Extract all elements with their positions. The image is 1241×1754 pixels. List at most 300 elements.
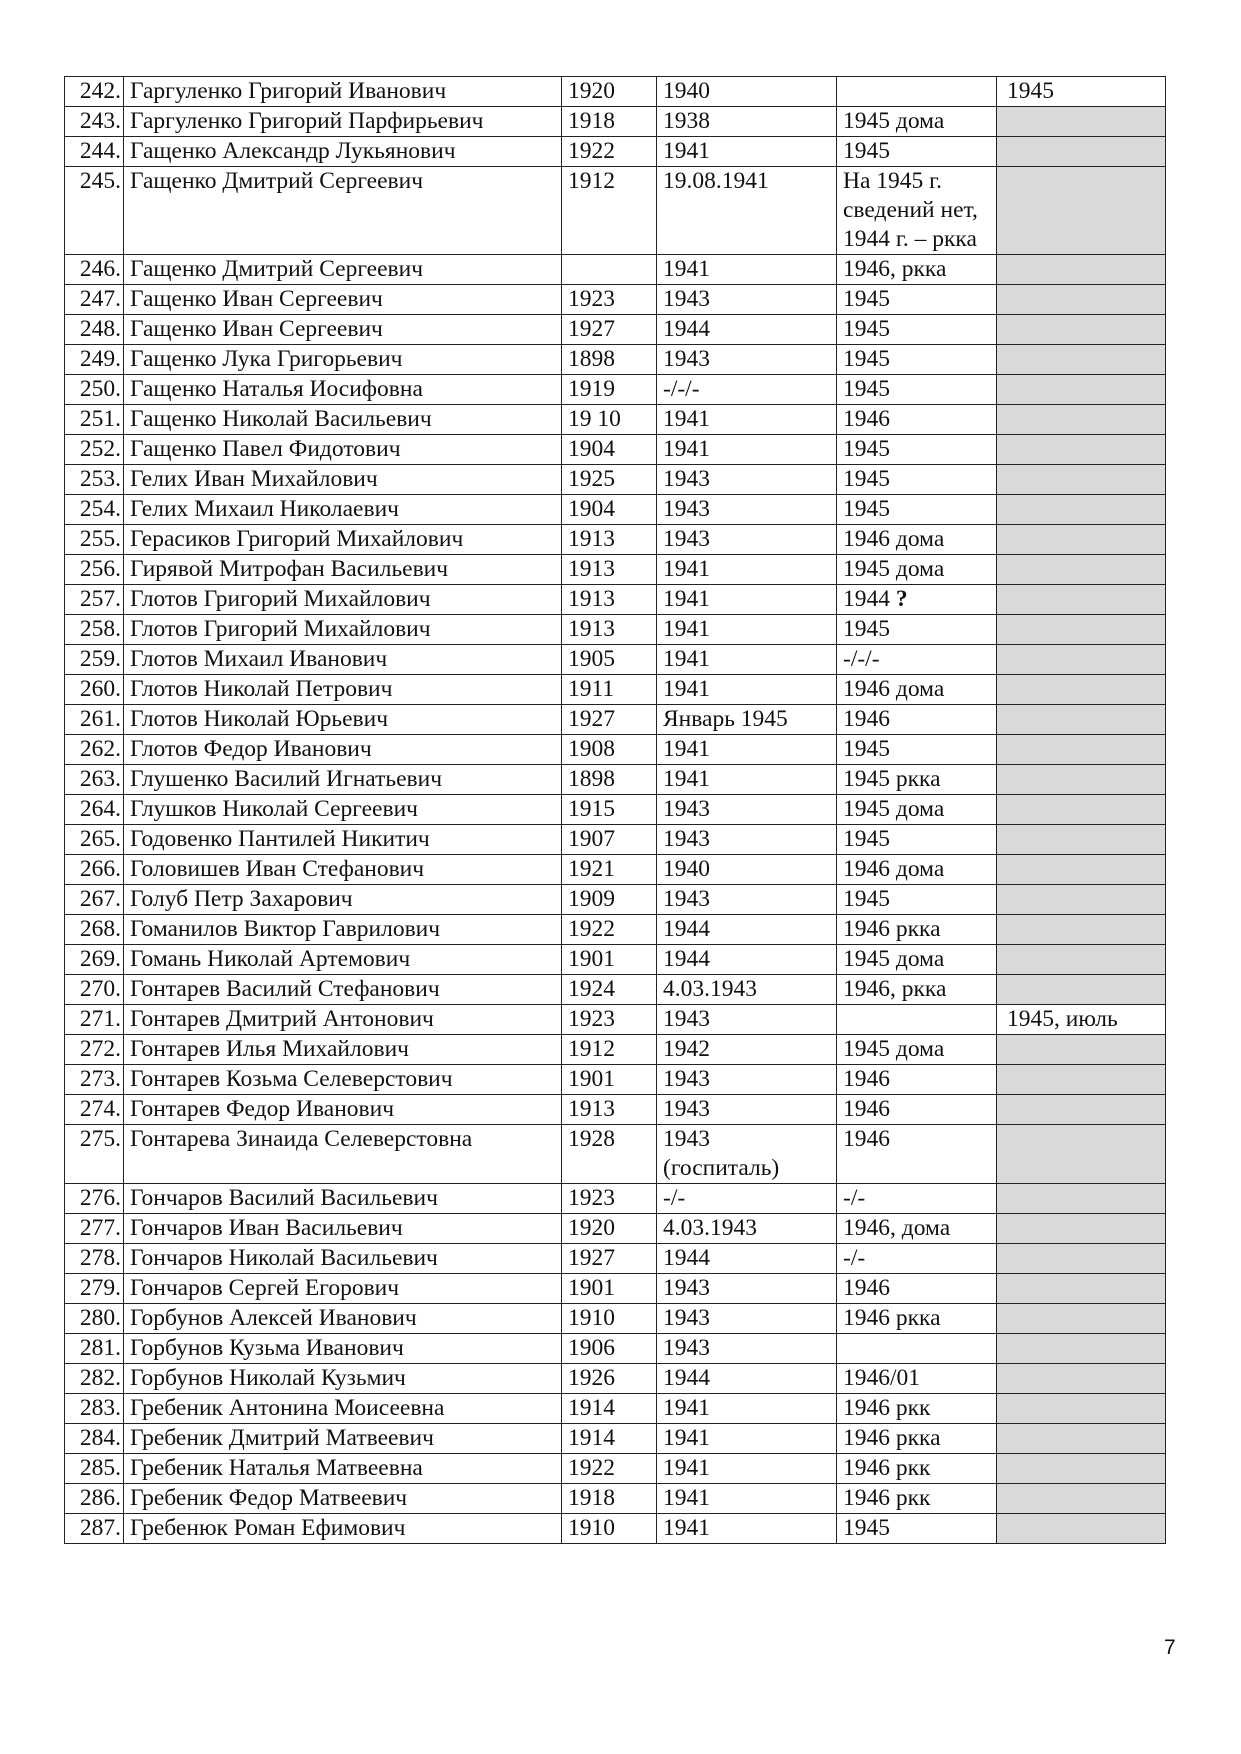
call-up-cell: 1943 (госпиталь) xyxy=(657,1125,837,1184)
row-number-cell: 267. xyxy=(65,885,124,915)
note-cell xyxy=(997,1334,1166,1364)
name-cell: Гонтарев Василий Стефанович xyxy=(124,975,562,1005)
status-cell: 1945 дома xyxy=(837,107,997,137)
name-cell: Гончаров Сергей Егорович xyxy=(124,1274,562,1304)
table-row xyxy=(65,555,1166,585)
status-cell: -/- xyxy=(837,1244,997,1274)
table-row xyxy=(65,345,1166,375)
status-cell: 1946 дома xyxy=(837,525,997,555)
status-cell: 1946 ркка xyxy=(837,1424,997,1454)
table-row xyxy=(65,525,1166,555)
row-number-cell: 264. xyxy=(65,795,124,825)
table-row xyxy=(65,765,1166,795)
name-cell: Глотов Григорий Михайлович xyxy=(124,615,562,645)
call-up-cell: 1941 xyxy=(657,765,837,795)
table-row xyxy=(65,825,1166,855)
note-cell xyxy=(997,1484,1166,1514)
note-cell xyxy=(997,915,1166,945)
status-cell: 1945 дома xyxy=(837,945,997,975)
name-cell: Гаргуленко Григорий Иванович xyxy=(124,77,562,107)
row-number-cell: 257. xyxy=(65,585,124,615)
name-cell: Гащенко Николай Васильевич xyxy=(124,405,562,435)
name-cell: Гонтарев Федор Иванович xyxy=(124,1095,562,1125)
birth-year-cell: 1904 xyxy=(562,495,657,525)
row-number-cell: 265. xyxy=(65,825,124,855)
row-number-cell: 283. xyxy=(65,1394,124,1424)
note-cell xyxy=(997,315,1166,345)
note-cell xyxy=(997,1035,1166,1065)
row-number-cell: 249. xyxy=(65,345,124,375)
name-cell: Гонтарев Козьма Селеверстович xyxy=(124,1065,562,1095)
birth-year-cell: 1918 xyxy=(562,107,657,137)
name-cell: Глотов Григорий Михайлович xyxy=(124,585,562,615)
birth-year-cell: 1920 xyxy=(562,1214,657,1244)
birth-year-cell: 1922 xyxy=(562,137,657,167)
note-cell xyxy=(997,255,1166,285)
name-cell: Гомань Николай Артемович xyxy=(124,945,562,975)
status-cell: 1945 xyxy=(837,285,997,315)
call-up-cell: 1943 xyxy=(657,495,837,525)
row-number-cell: 250. xyxy=(65,375,124,405)
note-cell xyxy=(997,855,1166,885)
note-cell xyxy=(997,1184,1166,1214)
call-up-cell: 1944 xyxy=(657,1244,837,1274)
call-up-cell: 1941 xyxy=(657,435,837,465)
table-row xyxy=(65,137,1166,167)
call-up-cell: 1941 xyxy=(657,1394,837,1424)
row-number-cell: 263. xyxy=(65,765,124,795)
note-cell xyxy=(997,465,1166,495)
call-up-cell: 1941 xyxy=(657,645,837,675)
name-cell: Гелих Михаил Николаевич xyxy=(124,495,562,525)
status-cell: 1946 ркк xyxy=(837,1454,997,1484)
table-row xyxy=(65,585,1166,615)
call-up-cell: 1943 xyxy=(657,1304,837,1334)
name-cell: Гащенко Дмитрий Сергеевич xyxy=(124,167,562,255)
table-row xyxy=(65,705,1166,735)
note-cell xyxy=(997,1424,1166,1454)
birth-year-cell: 1915 xyxy=(562,795,657,825)
query-mark: ? xyxy=(895,586,908,612)
name-cell: Гоманилов Виктор Гаврилович xyxy=(124,915,562,945)
call-up-cell: 1940 xyxy=(657,77,837,107)
table-row xyxy=(65,77,1166,107)
status-cell: 1945 xyxy=(837,375,997,405)
call-up-cell: 1941 xyxy=(657,405,837,435)
name-cell: Глотов Николай Петрович xyxy=(124,675,562,705)
note-cell xyxy=(997,167,1166,255)
note-cell xyxy=(997,285,1166,315)
row-number-cell: 268. xyxy=(65,915,124,945)
row-number-cell: 242. xyxy=(65,77,124,107)
status-cell: 1945 xyxy=(837,345,997,375)
status-cell xyxy=(837,1005,997,1035)
name-cell: Горбунов Кузьма Иванович xyxy=(124,1334,562,1364)
status-cell: 1946 ркка xyxy=(837,1304,997,1334)
name-cell: Гонтарев Дмитрий Антонович xyxy=(124,1005,562,1035)
row-number-cell: 243. xyxy=(65,107,124,137)
table-row xyxy=(65,1125,1166,1184)
table-row xyxy=(65,1484,1166,1514)
table-row xyxy=(65,615,1166,645)
note-cell xyxy=(997,645,1166,675)
call-up-cell: 1940 xyxy=(657,855,837,885)
note-cell xyxy=(997,1214,1166,1244)
table-row xyxy=(65,1244,1166,1274)
note-cell xyxy=(997,1065,1166,1095)
status-cell: 1946 xyxy=(837,1095,997,1125)
note-cell xyxy=(997,495,1166,525)
status-cell: 1945 дома xyxy=(837,555,997,585)
status-cell: 1945 xyxy=(837,825,997,855)
status-cell: 1946 дома xyxy=(837,855,997,885)
call-up-cell: 1938 xyxy=(657,107,837,137)
birth-year-cell: 1912 xyxy=(562,1035,657,1065)
birth-year-cell: 1913 xyxy=(562,555,657,585)
name-cell: Гребенюк Роман Ефимович xyxy=(124,1514,562,1544)
status-cell: 1946 дома xyxy=(837,675,997,705)
note-cell xyxy=(997,1125,1166,1184)
birth-year-cell: 1926 xyxy=(562,1364,657,1394)
status-cell: 1946, дома xyxy=(837,1214,997,1244)
table-row xyxy=(65,975,1166,1005)
call-up-cell: 1943 xyxy=(657,345,837,375)
row-number-cell: 256. xyxy=(65,555,124,585)
note-cell xyxy=(997,1454,1166,1484)
row-number-cell: 244. xyxy=(65,137,124,167)
call-up-cell: 1941 xyxy=(657,255,837,285)
note-cell xyxy=(997,765,1166,795)
table-row xyxy=(65,375,1166,405)
row-number-cell: 254. xyxy=(65,495,124,525)
name-cell: Гребеник Антонина Моисеевна xyxy=(124,1394,562,1424)
name-cell: Гребеник Федор Матвеевич xyxy=(124,1484,562,1514)
birth-year-cell: 1913 xyxy=(562,525,657,555)
table-row xyxy=(65,1274,1166,1304)
name-cell: Гащенко Иван Сергеевич xyxy=(124,285,562,315)
name-cell: Гаргуленко Григорий Парфирьевич xyxy=(124,107,562,137)
note-cell xyxy=(997,585,1166,615)
row-number-cell: 269. xyxy=(65,945,124,975)
table-row xyxy=(65,285,1166,315)
name-cell: Годовенко Пантилей Никитич xyxy=(124,825,562,855)
status-cell: 1946, ркка xyxy=(837,255,997,285)
birth-year-cell: 1910 xyxy=(562,1304,657,1334)
status-cell: 1946/01 xyxy=(837,1364,997,1394)
note-cell xyxy=(997,1514,1166,1544)
birth-year-cell: 1923 xyxy=(562,285,657,315)
birth-year-cell: 1907 xyxy=(562,825,657,855)
birth-year-cell: 1927 xyxy=(562,315,657,345)
row-number-cell: 261. xyxy=(65,705,124,735)
row-number-cell: 273. xyxy=(65,1065,124,1095)
note-cell xyxy=(997,525,1166,555)
birth-year-cell: 1928 xyxy=(562,1125,657,1184)
table-row xyxy=(65,107,1166,137)
birth-year-cell: 1923 xyxy=(562,1005,657,1035)
name-cell: Глушенко Василий Игнатьевич xyxy=(124,765,562,795)
note-cell xyxy=(997,675,1166,705)
call-up-cell: 1943 xyxy=(657,285,837,315)
birth-year-cell: 19 10 xyxy=(562,405,657,435)
status-cell: 1945 xyxy=(837,315,997,345)
birth-year-cell: 1919 xyxy=(562,375,657,405)
call-up-cell: 1944 xyxy=(657,1364,837,1394)
status-cell: 1946 xyxy=(837,705,997,735)
status-cell: 1945 xyxy=(837,435,997,465)
status-cell: -/- xyxy=(837,1184,997,1214)
birth-year-cell: 1927 xyxy=(562,705,657,735)
records-table-body xyxy=(65,77,1166,1544)
note-cell xyxy=(997,885,1166,915)
status-cell xyxy=(837,1334,997,1364)
note-cell xyxy=(997,735,1166,765)
birth-year-cell: 1924 xyxy=(562,975,657,1005)
table-row xyxy=(65,735,1166,765)
status-cell: 1945 дома xyxy=(837,795,997,825)
birth-year-cell xyxy=(562,255,657,285)
row-number-cell: 285. xyxy=(65,1454,124,1484)
status-cell: 1946 xyxy=(837,1125,997,1184)
page-number: 7 xyxy=(1164,1636,1176,1659)
row-number-cell: 284. xyxy=(65,1424,124,1454)
row-number-cell: 246. xyxy=(65,255,124,285)
name-cell: Гончаров Иван Васильевич xyxy=(124,1214,562,1244)
birth-year-cell: 1906 xyxy=(562,1334,657,1364)
birth-year-cell: 1922 xyxy=(562,1454,657,1484)
name-cell: Головишев Иван Стефанович xyxy=(124,855,562,885)
birth-year-cell: 1925 xyxy=(562,465,657,495)
table-row xyxy=(65,495,1166,525)
note-cell xyxy=(997,795,1166,825)
note-cell xyxy=(997,615,1166,645)
name-cell: Гирявой Митрофан Васильевич xyxy=(124,555,562,585)
status-text: 1944 xyxy=(843,586,890,612)
name-cell: Гащенко Наталья Иосифовна xyxy=(124,375,562,405)
call-up-cell: 1943 xyxy=(657,1005,837,1035)
birth-year-cell: 1914 xyxy=(562,1394,657,1424)
call-up-cell: 1943 xyxy=(657,825,837,855)
name-cell: Глотов Николай Юрьевич xyxy=(124,705,562,735)
call-up-cell: 19.08.1941 xyxy=(657,167,837,255)
row-number-cell: 251. xyxy=(65,405,124,435)
birth-year-cell: 1909 xyxy=(562,885,657,915)
call-up-cell: 1941 xyxy=(657,585,837,615)
table-row xyxy=(65,315,1166,345)
birth-year-cell: 1923 xyxy=(562,1184,657,1214)
row-number-cell: 282. xyxy=(65,1364,124,1394)
table-row xyxy=(65,167,1166,255)
row-number-cell: 286. xyxy=(65,1484,124,1514)
name-cell: Глушков Николай Сергеевич xyxy=(124,795,562,825)
table-row xyxy=(65,1005,1166,1035)
row-number-cell: 248. xyxy=(65,315,124,345)
note-cell xyxy=(997,405,1166,435)
call-up-cell: 1943 xyxy=(657,1274,837,1304)
table-row xyxy=(65,1424,1166,1454)
name-cell: Гребеник Наталья Матвеевна xyxy=(124,1454,562,1484)
row-number-cell: 259. xyxy=(65,645,124,675)
call-up-cell: 1943 xyxy=(657,525,837,555)
status-cell: 1946, ркка xyxy=(837,975,997,1005)
birth-year-cell: 1918 xyxy=(562,1484,657,1514)
table-row xyxy=(65,915,1166,945)
row-number-cell: 255. xyxy=(65,525,124,555)
note-cell xyxy=(997,1244,1166,1274)
table-row xyxy=(65,1514,1166,1544)
note-cell xyxy=(997,945,1166,975)
note-cell: 1945, июль xyxy=(997,1005,1166,1035)
table-row xyxy=(65,1394,1166,1424)
name-cell: Глотов Михаил Иванович xyxy=(124,645,562,675)
table-row xyxy=(65,645,1166,675)
table-row xyxy=(65,945,1166,975)
call-up-cell: 1941 xyxy=(657,555,837,585)
note-cell xyxy=(997,705,1166,735)
note-cell xyxy=(997,1394,1166,1424)
table-row xyxy=(65,1095,1166,1125)
name-cell: Горбунов Алексей Иванович xyxy=(124,1304,562,1334)
call-up-cell: 1941 xyxy=(657,675,837,705)
call-up-cell: 1941 xyxy=(657,615,837,645)
name-cell: Гащенко Дмитрий Сергеевич xyxy=(124,255,562,285)
birth-year-cell: 1905 xyxy=(562,645,657,675)
birth-year-cell: 1927 xyxy=(562,1244,657,1274)
name-cell: Гонтарева Зинаида Селеверстовна xyxy=(124,1125,562,1184)
table-row xyxy=(65,675,1166,705)
birth-year-cell: 1912 xyxy=(562,167,657,255)
status-cell: 1946 xyxy=(837,405,997,435)
name-cell: Гонтарев Илья Михайлович xyxy=(124,1035,562,1065)
call-up-cell: -/- xyxy=(657,1184,837,1214)
table-row xyxy=(65,1304,1166,1334)
note-cell xyxy=(997,137,1166,167)
call-up-cell: 1943 xyxy=(657,795,837,825)
table-row xyxy=(65,1454,1166,1484)
row-number-cell: 287. xyxy=(65,1514,124,1544)
status-cell: 1945 дома xyxy=(837,1035,997,1065)
call-up-cell: 1943 xyxy=(657,885,837,915)
name-cell: Гащенко Лука Григорьевич xyxy=(124,345,562,375)
status-cell: 1945 xyxy=(837,885,997,915)
call-up-cell: 1941 xyxy=(657,1484,837,1514)
row-number-cell: 274. xyxy=(65,1095,124,1125)
note-cell xyxy=(997,975,1166,1005)
call-up-cell: 1944 xyxy=(657,915,837,945)
note-cell xyxy=(997,825,1166,855)
row-number-cell: 280. xyxy=(65,1304,124,1334)
birth-year-cell: 1908 xyxy=(562,735,657,765)
row-number-cell: 271. xyxy=(65,1005,124,1035)
status-cell: 1946 ркк xyxy=(837,1394,997,1424)
table-row xyxy=(65,405,1166,435)
call-up-cell: 1943 xyxy=(657,1095,837,1125)
table-row xyxy=(65,1065,1166,1095)
status-cell xyxy=(837,585,997,615)
row-number-cell: 275. xyxy=(65,1125,124,1184)
birth-year-cell: 1898 xyxy=(562,765,657,795)
call-up-cell: 1941 xyxy=(657,1514,837,1544)
call-up-cell: 1944 xyxy=(657,945,837,975)
table-row xyxy=(65,855,1166,885)
name-cell: Гащенко Павел Фидотович xyxy=(124,435,562,465)
call-up-cell: 4.03.1943 xyxy=(657,1214,837,1244)
name-cell: Голуб Петр Захарович xyxy=(124,885,562,915)
status-cell: 1945 xyxy=(837,465,997,495)
name-cell: Гончаров Василий Васильевич xyxy=(124,1184,562,1214)
row-number-cell: 262. xyxy=(65,735,124,765)
records-table-wrapper xyxy=(64,76,1166,1544)
note-cell xyxy=(997,435,1166,465)
birth-year-cell: 1901 xyxy=(562,945,657,975)
status-cell: 1946 xyxy=(837,1274,997,1304)
name-cell: Гащенко Иван Сергеевич xyxy=(124,315,562,345)
birth-year-cell: 1922 xyxy=(562,915,657,945)
status-cell: 1946 ркк xyxy=(837,1484,997,1514)
birth-year-cell: 1901 xyxy=(562,1274,657,1304)
name-cell: Гончаров Николай Васильевич xyxy=(124,1244,562,1274)
note-cell xyxy=(997,555,1166,585)
call-up-cell: Январь 1945 xyxy=(657,705,837,735)
status-cell: 1946 xyxy=(837,1065,997,1095)
birth-year-cell: 1913 xyxy=(562,615,657,645)
table-row xyxy=(65,795,1166,825)
records-table xyxy=(64,76,1166,1544)
row-number-cell: 266. xyxy=(65,855,124,885)
call-up-cell: 1941 xyxy=(657,1454,837,1484)
note-cell xyxy=(997,345,1166,375)
call-up-cell: 1942 xyxy=(657,1035,837,1065)
row-number-cell: 279. xyxy=(65,1274,124,1304)
status-cell: 1945 xyxy=(837,137,997,167)
row-number-cell: 260. xyxy=(65,675,124,705)
birth-year-cell: 1911 xyxy=(562,675,657,705)
call-up-cell: 1944 xyxy=(657,315,837,345)
name-cell: Гребеник Дмитрий Матвеевич xyxy=(124,1424,562,1454)
call-up-cell: 1943 xyxy=(657,1065,837,1095)
note-cell: 1945 xyxy=(997,77,1166,107)
birth-year-cell: 1921 xyxy=(562,855,657,885)
name-cell: Гащенко Александр Лукьянович xyxy=(124,137,562,167)
row-number-cell: 272. xyxy=(65,1035,124,1065)
row-number-cell: 245. xyxy=(65,167,124,255)
table-row xyxy=(65,255,1166,285)
row-number-cell: 281. xyxy=(65,1334,124,1364)
name-cell: Глотов Федор Иванович xyxy=(124,735,562,765)
row-number-cell: 253. xyxy=(65,465,124,495)
note-cell xyxy=(997,1304,1166,1334)
birth-year-cell: 1914 xyxy=(562,1424,657,1454)
status-cell: На 1945 г. сведений нет, 1944 г. – ркка xyxy=(837,167,997,255)
table-row xyxy=(65,1334,1166,1364)
call-up-cell: 4.03.1943 xyxy=(657,975,837,1005)
call-up-cell: 1941 xyxy=(657,735,837,765)
birth-year-cell: 1904 xyxy=(562,435,657,465)
birth-year-cell: 1901 xyxy=(562,1065,657,1095)
birth-year-cell: 1913 xyxy=(562,1095,657,1125)
note-cell xyxy=(997,1364,1166,1394)
table-row xyxy=(65,1364,1166,1394)
status-cell: 1945 xyxy=(837,735,997,765)
row-number-cell: 276. xyxy=(65,1184,124,1214)
row-number-cell: 277. xyxy=(65,1214,124,1244)
table-row xyxy=(65,885,1166,915)
note-cell xyxy=(997,107,1166,137)
name-cell: Герасиков Григорий Михайлович xyxy=(124,525,562,555)
call-up-cell: -/-/- xyxy=(657,375,837,405)
table-row xyxy=(65,465,1166,495)
status-cell: 1945 xyxy=(837,615,997,645)
